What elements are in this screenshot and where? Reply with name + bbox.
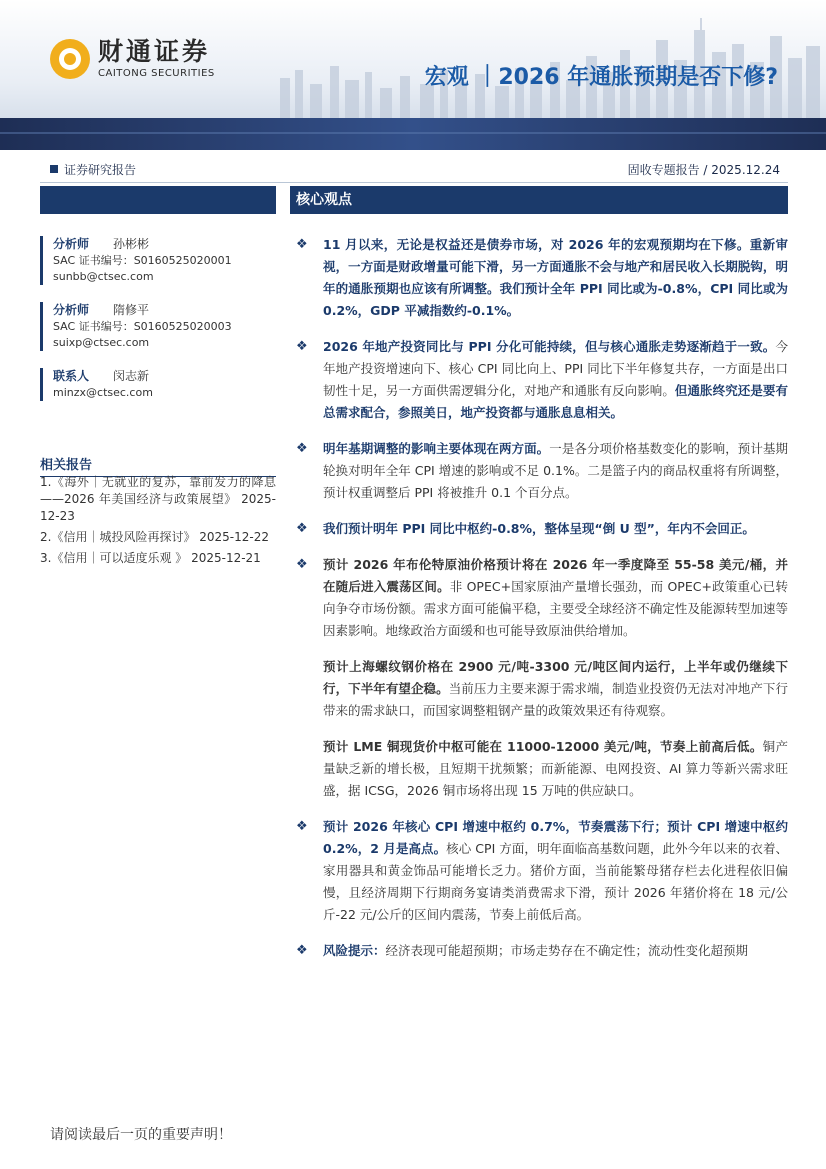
point-block: ❖ 预计 2026 年布伦特原油价格预计将在 2026 年一季度降至 55-58 美元/桶，并在随后进入震荡区间。非 OPEC+国家原油产量增长强劲，而 OPEC+政策重心已转向争夺市场份额。需求方面可能偏平稳，主要受全球经济不确定性及能源转型加速等因素影响。地缘政治方面缓和也可能导致原油供给增加。 bbox=[296, 554, 788, 642]
footer-disclaimer: 请阅读最后一页的重要声明！ bbox=[50, 1127, 232, 1143]
brand-name-cn: 财通证券 bbox=[98, 37, 211, 66]
risk-warning-block: ❖ 风险提示：经济表现可能超预期；市场走势存在不确定性；流动性变化超预期 bbox=[296, 940, 788, 962]
point-block: ❖ 明年基期调整的影响主要体现在两方面。一是各分项价格基数变化的影响，预计基期轮换对明年全年 CPI 增速的影响或不足 0.1%。二是篮子内的商品权重将有所调整，预计权重调整后 PPI 将被推升 0.1 个百分点。 bbox=[296, 438, 788, 504]
contact-name: 闵志新 bbox=[113, 369, 150, 383]
report-category: 证券研究报告 bbox=[64, 163, 137, 177]
analyst-name: 孙彬彬 bbox=[113, 237, 150, 251]
contact-email: minzx@ctsec.com bbox=[53, 386, 153, 399]
analyst-card bbox=[40, 236, 276, 285]
related-reports-title: 相关报告 bbox=[40, 454, 276, 477]
point-sub-block: 预计 LME 铜现货价中枢可能在 11000-12000 美元/吨，节奏上前高后低。铜产量缺乏新的增长极，且短期干扰频繁；而新能源、电网投资、AI 算力等新兴需求旺盛，据 ICSG，2026 铜市场将出现 15 万吨的供应缺口。 bbox=[323, 739, 788, 798]
diamond-bullet-icon: ❖ bbox=[296, 943, 308, 958]
diamond-bullet-icon: ❖ bbox=[296, 339, 308, 354]
analyst-cert: SAC 证书编号：S0160525020001 bbox=[53, 254, 232, 267]
caitong-logo-icon bbox=[50, 39, 90, 79]
analyst-email: sunbb@ctsec.com bbox=[53, 270, 154, 283]
point-block: ❖ 2026 年地产投资同比与 PPI 分化可能持续，但与核心通胀走势逐渐趋于一致。今年地产投资增速向下、核心 CPI 同比向上、PPI 同比下半年修复共存，一方面是出口韧性十足，另一方面供需逻辑分化，对地产和通胀有反向影响。但通胀终究还是要有总需求配合，参照美日，地产投资都与通胀息息相关。 bbox=[296, 336, 788, 424]
point-sub-block: 预计上海螺纹钢价格在 2900 元/吨-3300 元/吨区间内运行，上半年或仍继续下行，下半年有望企稳。当前压力主要来源于需求端，制造业投资仍无法对冲地产下行带来的需求缺口，而国家调整粗钢产量的政策效果还有待观察。 bbox=[323, 659, 788, 718]
related-report-item: 3.《信用｜可以适度乐观 》 2025-12-21 bbox=[40, 551, 261, 565]
point-block: ❖ 预计 2026 年核心 CPI 增速中枢约 0.7%，节奏震荡下行；预计 CPI 增速中枢约 0.2%，2 月是高点。核心 CPI 方面，明年面临高基数问题，此外今年以来的衣着、家用器具和黄金饰品可能增长乏力。猪价方面，当前能繁母猪存栏去化进程依旧偏慢，且经济周期下行期商务宴请类消费需求下滑，预计 2026 年猪价将在 18 元/公斤-22 元/公斤的区间内震荡，节奏上前低后高。 bbox=[296, 816, 788, 926]
core-view-heading: 核心观点 bbox=[290, 186, 788, 214]
diamond-bullet-icon: ❖ bbox=[296, 441, 308, 456]
related-reports-list bbox=[40, 474, 276, 571]
report-type-date: 固收专题报告 / 2025.12.24 bbox=[627, 163, 780, 177]
analyst-role: 分析师 bbox=[53, 237, 90, 251]
related-report-item: 1.《海外｜无就业的复苏，靠前发力的降息——2026 年美国经济与政策展望》 2025-12-23 bbox=[40, 475, 276, 523]
report-title: 宏观 ｜2026 年通胀预期是否下修? bbox=[424, 65, 778, 90]
report-meta-bar bbox=[40, 160, 788, 182]
related-report-item: 2.《信用｜城投风险再探讨》 2025-12-22 bbox=[40, 530, 270, 544]
analyst-name: 隋修平 bbox=[113, 303, 150, 317]
diamond-bullet-icon: ❖ bbox=[296, 237, 308, 252]
analyst-role: 分析师 bbox=[53, 303, 90, 317]
sidebar-header-bar bbox=[40, 186, 276, 214]
point-block: ❖ 11 月以来，无论是权益还是债券市场，对 2026 年的宏观预期均在下修。重新审视，一方面是财政增量可能下滑，另一方面通胀不会与地产和居民收入长期脱钩，明年的通胀预期也应该有所调整。我们预计全年 PPI 同比或为-0.8%，CPI 同比或为 0.2%，GDP 平减指数约-0.1%。 bbox=[296, 234, 788, 322]
analyst-email: suixp@ctsec.com bbox=[53, 336, 150, 349]
brand-logo bbox=[50, 38, 215, 79]
report-header bbox=[0, 0, 826, 150]
square-bullet-icon bbox=[50, 165, 58, 173]
contact-card bbox=[40, 368, 276, 401]
core-points bbox=[296, 234, 788, 976]
diamond-bullet-icon: ❖ bbox=[296, 521, 308, 536]
diamond-bullet-icon: ❖ bbox=[296, 819, 308, 834]
header-rule bbox=[40, 182, 788, 183]
analyst-cert: SAC 证书编号：S0160525020003 bbox=[53, 320, 232, 333]
analyst-card bbox=[40, 302, 276, 351]
diamond-bullet-icon: ❖ bbox=[296, 557, 308, 572]
contact-role: 联系人 bbox=[53, 369, 90, 383]
brand-name-en: CAITONG SECURITIES bbox=[98, 68, 215, 79]
point-block: ❖ 我们预计明年 PPI 同比中枢约-0.8%，整体呈现“倒 U 型”，年内不会回正。 bbox=[296, 518, 788, 540]
